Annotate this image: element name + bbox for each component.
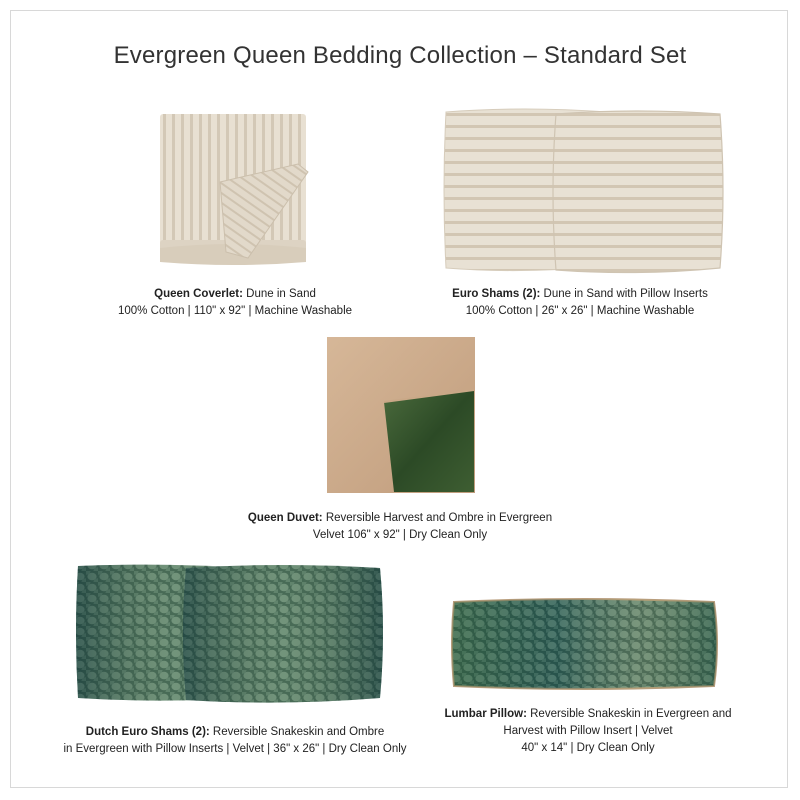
queen-duvet-caption: Queen Duvet: Reversible Harvest and Ombre in Evergreen Velvet 106" x 92" | Dry Clean Only	[247, 512, 553, 541]
dutch-euro-shams-image	[74, 560, 386, 706]
page-title: Evergreen Queen Bedding Collection – Standard Set	[113, 42, 687, 69]
item-name: Queen Coverlet:	[154, 288, 243, 300]
lumbar-pillow-image	[450, 596, 720, 692]
item-name: Lumbar Pillow:	[444, 708, 527, 720]
item-name: Queen Duvet:	[247, 512, 323, 524]
dutch-euro-shams-caption: Dutch Euro Shams (2): Reversible Snakeskin and Ombre in Evergreen with Pillow Inserts | Velvet | 36" x 26" | Dry Clean Only	[63, 726, 407, 755]
euro-shams-image	[442, 106, 726, 278]
item-name: Euro Shams (2):	[452, 288, 541, 300]
item-name: Dutch Euro Shams (2):	[85, 726, 210, 738]
queen-duvet-image	[326, 336, 478, 496]
queen-coverlet-image	[158, 112, 310, 272]
queen-coverlet-caption: Queen Coverlet: Dune in Sand 100% Cotton | 110" x 92" | Machine Washable	[117, 288, 353, 317]
lumbar-pillow-caption: Lumbar Pillow: Reversible Snakeskin in Evergreen and Harvest with Pillow Insert | Velvet 40" x 14" | Dry Clean Only	[444, 708, 732, 754]
euro-shams-caption: Euro Shams (2): Dune in Sand with Pillow Inserts 100% Cotton | 26" x 26" | Machine Washable	[452, 288, 708, 317]
